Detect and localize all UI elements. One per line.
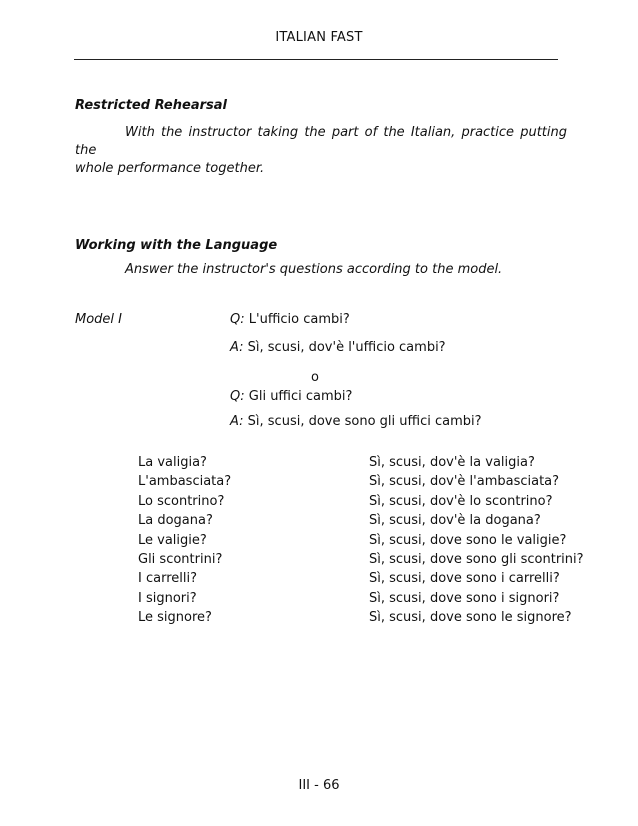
drill-answer: Sì, scusi, dove sono gli scontrini? (369, 552, 584, 568)
drill-answer: Sì, scusi, dove sono i carrelli? (369, 571, 560, 587)
q1-label: Q: (230, 312, 245, 327)
drill-answer: Sì, scusi, dove sono le valigie? (369, 532, 567, 548)
drill-question: La valigia? (138, 455, 207, 470)
drill-question: La dogana? (138, 513, 213, 529)
model-q1 (230, 312, 350, 327)
working-instruction: Answer the instructor's questions according to the model. (125, 262, 503, 277)
drill-answer: Sì, scusi, dove sono le signore? (369, 610, 572, 626)
restricted-rehearsal-heading: Restricted Rehearsal (75, 98, 227, 113)
model-or: o (311, 370, 319, 385)
drill-answers (369, 453, 584, 628)
model-a2 (230, 414, 482, 429)
drill-question: Le signore? (138, 610, 212, 626)
q1-text: L'ufficio cambi? (248, 312, 350, 327)
drill-question: L'ambasciata? (138, 474, 232, 490)
a2-text: Sì, scusi, dove sono gli uffici cambi? (247, 414, 482, 429)
header-divider (74, 59, 558, 60)
restricted-line-1: With the instructor taking the part of the Italian, practice putting the (75, 125, 567, 158)
model-q2 (230, 389, 352, 404)
drill-answer: Sì, scusi, dov'è la valigia? (369, 455, 535, 470)
drill-answer: Sì, scusi, dov'è l'ambasciata? (369, 474, 560, 490)
drill-answer: Sì, scusi, dove sono i signori? (369, 590, 560, 606)
restricted-line-2: whole performance together. (75, 161, 265, 176)
q2-text: Gli uffici cambi? (248, 389, 353, 404)
model-a1 (230, 340, 446, 355)
a1-label: A: (230, 340, 244, 355)
model-label: Model I (75, 312, 122, 327)
a2-label: A: (230, 414, 244, 429)
drill-question: Lo scontrino? (138, 493, 225, 509)
a1-text: Sì, scusi, dov'è l'ufficio cambi? (247, 340, 446, 355)
drill-answer: Sì, scusi, dov'è la dogana? (369, 513, 541, 529)
drill-answer: Sì, scusi, dov'è lo scontrino? (369, 493, 553, 509)
drill-question: I carrelli? (138, 571, 197, 587)
restricted-rehearsal-paragraph (75, 124, 567, 178)
working-heading: Working with the Language (75, 238, 278, 253)
drill-question: Le valigie? (138, 532, 207, 548)
drill-question: I signori? (138, 590, 197, 606)
page-header: ITALIAN FAST (275, 30, 363, 45)
drill-questions (138, 453, 231, 628)
q2-label: Q: (230, 389, 245, 404)
drill-question: Gli scontrini? (138, 552, 223, 568)
page-number: III - 66 (298, 778, 340, 793)
